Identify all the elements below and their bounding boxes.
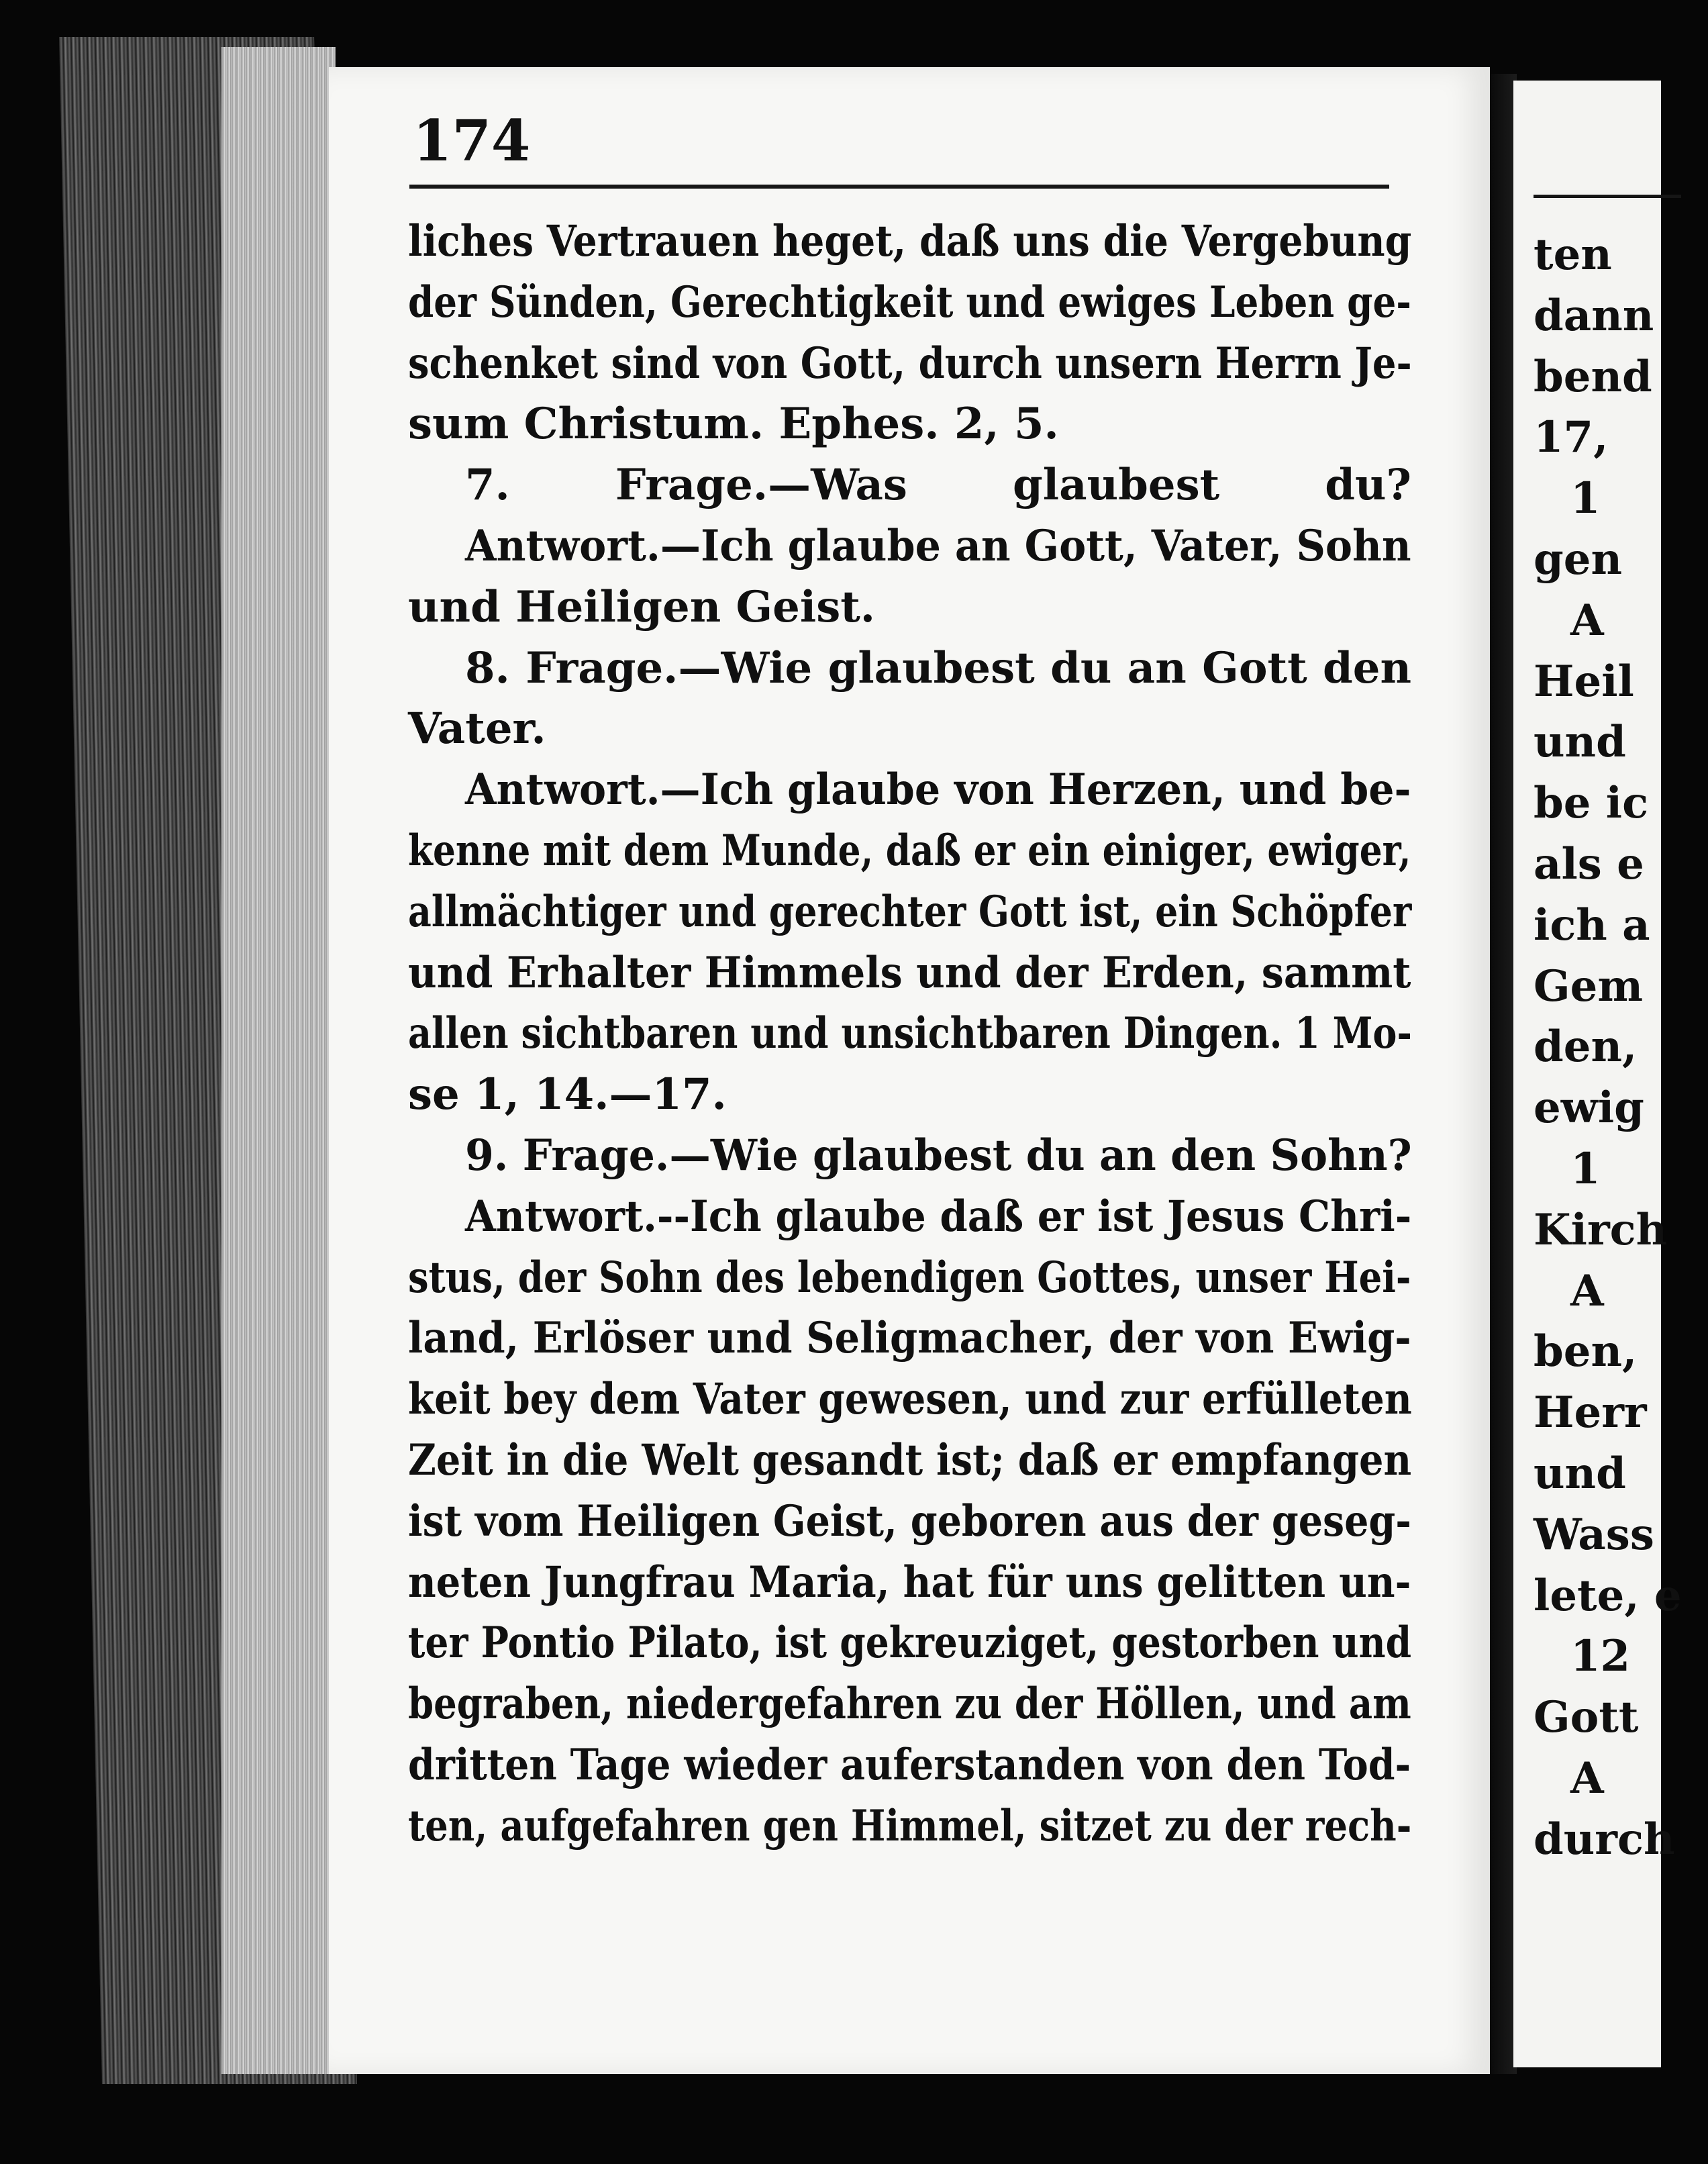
text-line: allen sichtbaren und unsichtbaren Dingen. 1 Mo- — [408, 1008, 1412, 1059]
text-line: dritten Tage wieder auferstanden von den Tod- — [408, 1739, 1411, 1790]
text-line: stus, der Sohn des lebendigen Gottes, unser Hei- — [408, 1252, 1411, 1303]
text-line-fragment: und — [1534, 1448, 1626, 1499]
text-line: 8. Frage.—Wie glaubest du an Gott den — [465, 642, 1412, 693]
left-page-text — [408, 211, 1411, 1857]
page-number: 174 — [413, 107, 531, 174]
text-line: sum Christum. Ephes. 2, 5. — [408, 399, 1059, 450]
text-line-fragment: 17, — [1534, 412, 1609, 463]
book-page-block — [221, 47, 336, 2074]
text-line: se 1, 14.—17. — [408, 1069, 727, 1120]
text-line-fragment: A — [1570, 1265, 1604, 1316]
text-line-fragment: ich a — [1534, 899, 1650, 950]
text-line-fragment: lete, e — [1534, 1570, 1682, 1621]
header-rule — [409, 185, 1389, 189]
text-line-fragment: Heil — [1534, 656, 1634, 707]
text-line-fragment: A — [1570, 595, 1604, 646]
text-line-fragment: Wass — [1534, 1509, 1654, 1560]
text-line-fragment: bend — [1534, 351, 1652, 402]
text-line-fragment: Herr — [1534, 1387, 1647, 1438]
text-line: liches Vertrauen heget, daß uns die Vergebung — [408, 216, 1412, 266]
text-line-fragment: ben, — [1534, 1326, 1638, 1377]
text-line-fragment: 12 — [1570, 1631, 1631, 1682]
text-line-fragment: durch — [1534, 1814, 1675, 1865]
text-line: Vater. — [408, 703, 546, 754]
text-line-fragment: Gem — [1534, 961, 1644, 1012]
text-line: ist vom Heiligen Geist, geboren aus der geseg- — [408, 1495, 1411, 1546]
text-line-fragment: be ic — [1534, 778, 1649, 829]
text-line-fragment: A — [1570, 1753, 1604, 1804]
left-page — [329, 67, 1490, 2074]
text-line: ten, aufgefahren gen Himmel, sitzet zu der rech- — [408, 1800, 1412, 1851]
text-line: keit bey dem Vater gewesen, und zur erfülleten — [408, 1374, 1412, 1425]
text-line-fragment: dann — [1534, 290, 1654, 341]
text-line-fragment: ten — [1534, 230, 1612, 280]
text-line-fragment: ewig — [1534, 1083, 1644, 1134]
text-line-fragment: 1 — [1570, 1143, 1601, 1194]
text-line: der Sünden, Gerechtigkeit und ewiges Leben ge- — [408, 277, 1411, 328]
text-line-fragment: gen — [1534, 534, 1622, 585]
text-line-fragment: den, — [1534, 1022, 1638, 1073]
text-line: allmächtiger und gerechter Gott ist, ein Schöpfer — [408, 886, 1412, 937]
text-line: und Heiligen Geist. — [408, 581, 876, 632]
right-page-text — [1534, 225, 1708, 1871]
text-line: kenne mit dem Munde, daß er ein einiger, ewiger, — [408, 825, 1411, 876]
text-line: Antwort.—Ich glaube an Gott, Vater, Sohn — [465, 520, 1411, 571]
text-line: und Erhalter Himmels und der Erden, sammt — [408, 947, 1411, 998]
text-line-fragment: 1 — [1570, 473, 1601, 524]
text-line-fragment: als e — [1534, 838, 1644, 889]
text-line: land, Erlöser und Seligmacher, der von Ewig- — [408, 1313, 1411, 1364]
text-line: ter Pontio Pilato, ist gekreuziget, gestorben und — [408, 1618, 1412, 1669]
text-line-fragment: und — [1534, 717, 1626, 768]
text-line: schenket sind von Gott, durch unsern Herrn Je- — [408, 338, 1412, 389]
text-line: Antwort.—Ich glaube von Herzen, und be- — [465, 765, 1411, 816]
text-line: 7. Frage.—Was glaubest du? — [465, 460, 1412, 511]
right-page — [1513, 81, 1682, 2067]
text-line: neten Jungfrau Maria, hat für uns gelitten un- — [408, 1557, 1411, 1608]
text-line: begraben, niedergefahren zu der Höllen, und am — [408, 1679, 1411, 1730]
text-line-fragment: Gott — [1534, 1692, 1639, 1743]
book-gutter — [1490, 74, 1517, 2074]
text-line: Antwort.--Ich glaube daß er ist Jesus Chri- — [465, 1191, 1412, 1242]
right-header-rule — [1534, 195, 1681, 198]
text-line-fragment: Kirch — [1534, 1204, 1668, 1255]
text-line: Zeit in die Welt gesandt ist; daß er empfangen — [408, 1434, 1412, 1485]
text-line: 9. Frage.—Wie glaubest du an den Sohn? — [465, 1130, 1412, 1181]
